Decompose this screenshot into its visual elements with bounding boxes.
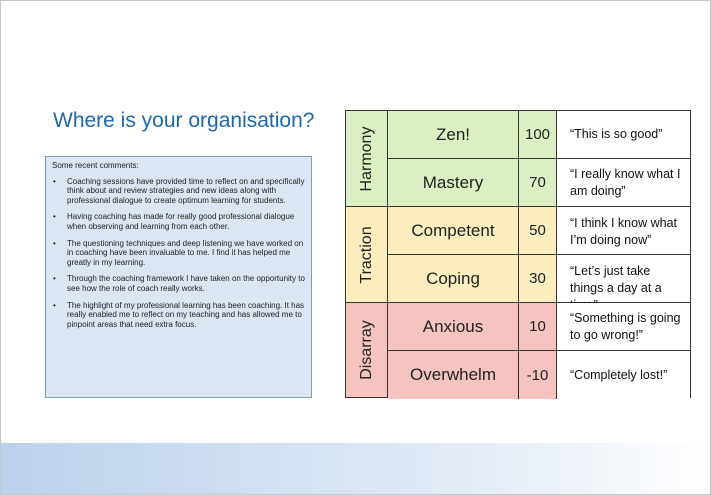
organisation-scale-table: [345, 110, 691, 398]
scale-row-anxious: [388, 303, 690, 351]
comment-item: • Coaching sessions have provided time to reflect on and specifically think about and review strategies and new ideas along with professional dialogue to create optimum learning for students.: [52, 177, 305, 206]
footer-band: [1, 443, 710, 494]
comments-box: [45, 156, 312, 398]
scale-row-mastery: [388, 159, 690, 207]
level-cell: Mastery: [388, 159, 519, 207]
comments-list: [52, 177, 305, 330]
quote-cell: “Completely lost!”: [557, 351, 690, 399]
score-cell: -10: [519, 351, 557, 399]
slide-title: Where is your organisation?: [53, 109, 315, 132]
score-cell: 30: [519, 255, 557, 303]
quote-cell: “I think I know what I’m doing now”: [557, 207, 690, 255]
level-cell: Anxious: [388, 303, 519, 351]
scale-row-competent: [388, 207, 690, 255]
comment-item: • Having coaching has made for really good professional dialogue when observing and learning from each other.: [52, 212, 305, 231]
scale-row-coping: [388, 255, 690, 303]
scale-row-overwhelm: [388, 351, 690, 399]
quote-cell: “Something is going to go wrong!”: [557, 303, 690, 351]
level-cell: Competent: [388, 207, 519, 255]
score-cell: 50: [519, 207, 557, 255]
comments-heading: Some recent comments:: [52, 161, 139, 170]
quote-cell: “Let’s just take things a day at a: [557, 255, 690, 303]
zone-harmony: [346, 111, 388, 207]
level-cell: Zen!: [388, 111, 519, 159]
zone-traction: [346, 207, 388, 303]
score-cell: 10: [519, 303, 557, 351]
zone-label-traction: Traction: [357, 225, 375, 284]
scale-row-zen: [388, 111, 690, 159]
level-cell: Overwhelm: [388, 351, 519, 399]
score-cell: 100: [519, 111, 557, 159]
quote-cell: “This is so good”: [557, 111, 690, 159]
comment-item: • The highlight of my professional learning has been coaching. It has really enabled me to reflect on my teaching and has allowed me to pinpoint areas that need extra focus.: [52, 301, 305, 330]
zone-disarray: [346, 303, 388, 397]
zone-label-disarray: Disarray: [357, 320, 375, 380]
comment-item: • The questioning techniques and deep listening we have worked on in coaching have been invaluable to me. I find it has helped me greatly in my learning.: [52, 239, 305, 268]
comment-item: • Through the coaching framework I have taken on the opportunity to see how the role of coach really works.: [52, 274, 305, 293]
score-cell: 70: [519, 159, 557, 207]
level-cell: Coping: [388, 255, 519, 303]
quote-cell: “I really know what I am doing”: [557, 159, 690, 207]
zone-label-harmony: Harmony: [357, 126, 375, 191]
